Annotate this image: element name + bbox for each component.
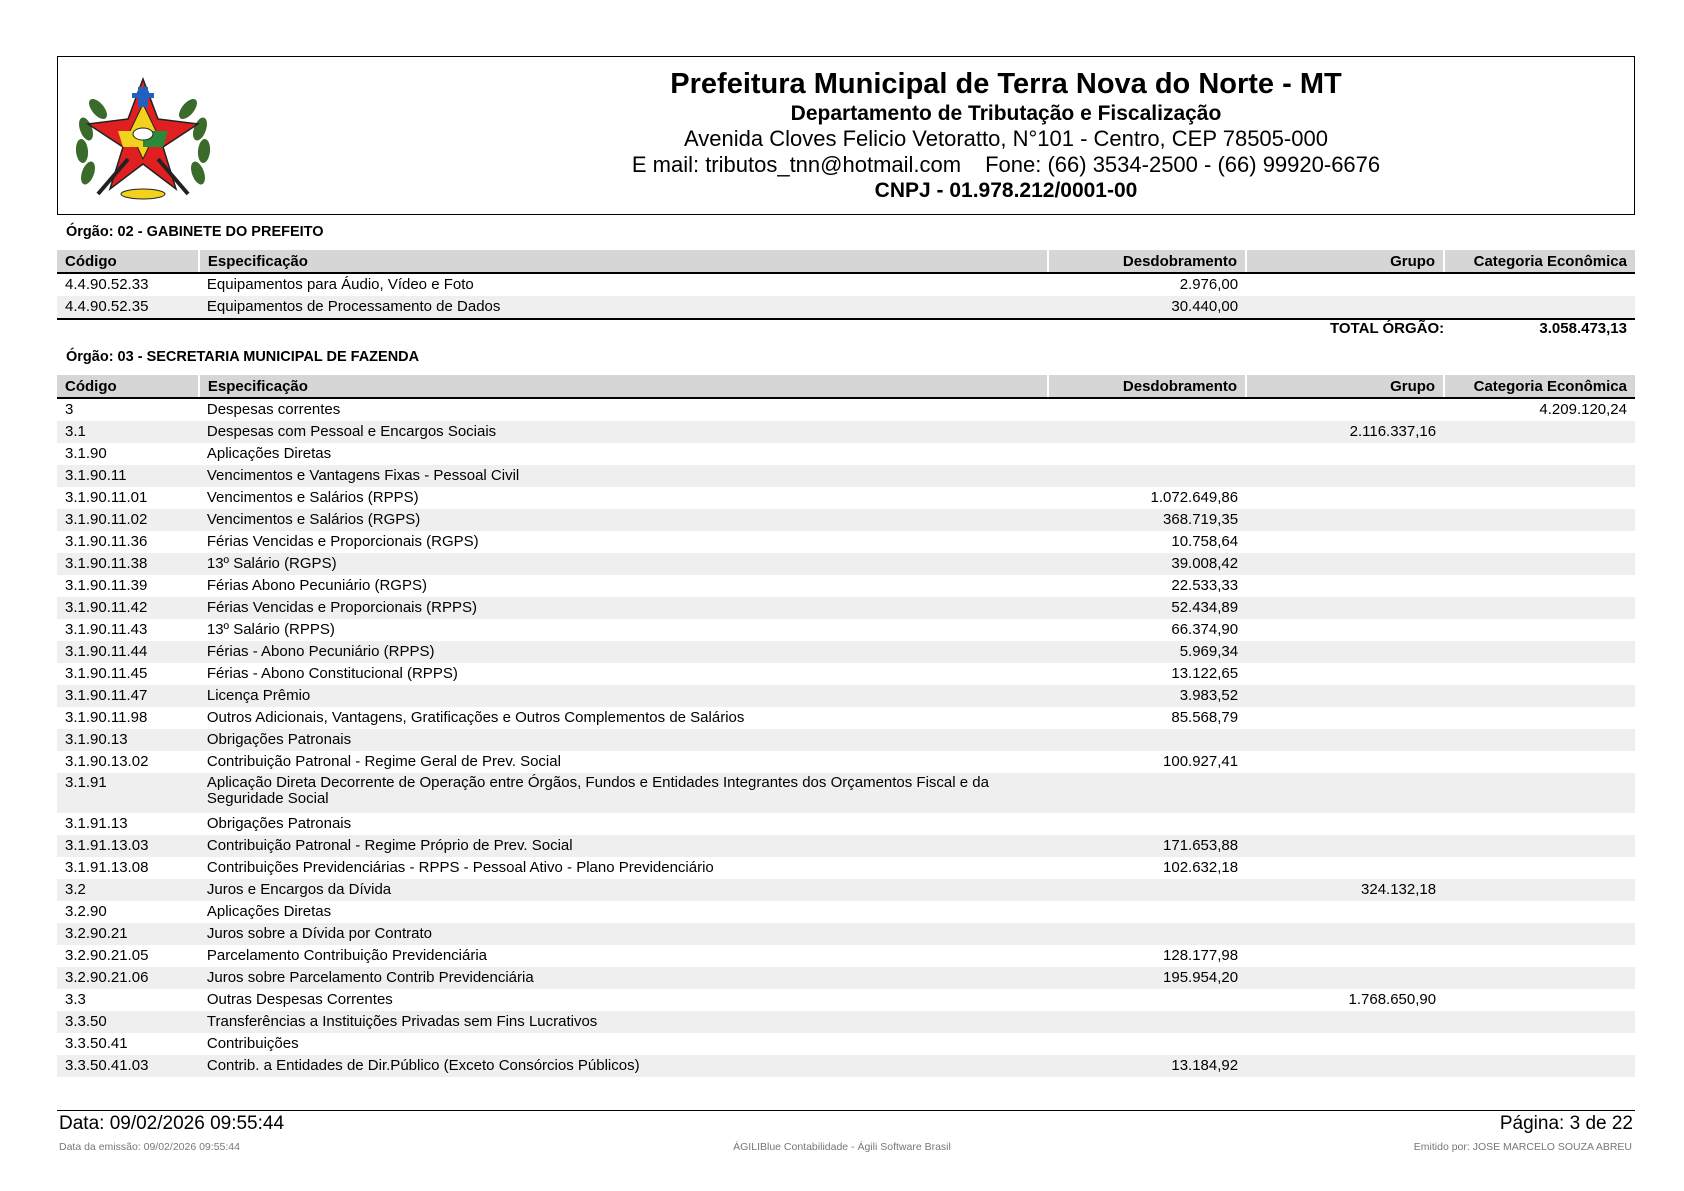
row-code: 3.1.90.13 [57,729,199,751]
row-desdobramento [1048,443,1246,465]
issued-by: Emitido por: JOSE MARCELO SOUZA ABREU [1413,1141,1632,1153]
org02-total-value: 3.058.473,13 [1539,320,1627,337]
table-row [57,945,1635,967]
row-code: 3.1.90.11.43 [65,621,148,638]
row-grupo [1246,751,1444,773]
row-categoria [1444,989,1635,1011]
row-especificacao: Despesas correntes [206,401,341,418]
row-categoria [1444,835,1635,857]
row-especificacao: Contribuições [206,1035,299,1052]
row-grupo: 1.768.650,90 [1348,991,1437,1008]
row-categoria [1444,773,1635,813]
table-row [57,751,1635,773]
row-grupo [1246,443,1444,465]
row-especificacao: 13º Salário (RPPS) [206,621,335,638]
row-code: 3.2.90.21.06 [57,967,199,989]
row-desdobramento [1048,923,1246,945]
row-desdobramento: 10.758,64 [1171,533,1239,550]
row-especificacao: Juros e Encargos da Dívida [199,879,1048,901]
col-header-grupo: Grupo [1246,250,1444,273]
row-desdobramento [1048,729,1246,751]
row-grupo [1246,398,1444,421]
row-grupo [1246,553,1444,575]
header-text-block [378,67,1634,203]
table-row [57,879,1635,901]
footer-rule [57,1110,1635,1111]
org02-total-label: TOTAL ÓRGÃO: [1330,320,1445,337]
row-especificacao: Juros sobre Parcelamento Contrib Previdenciária [199,967,1048,989]
row-desdobramento: 13.122,65 [1171,665,1239,682]
row-grupo [1246,773,1444,813]
org02-title: Órgão: 02 - GABINETE DO PREFEITO [66,224,324,240]
row-code: 3.2 [57,879,199,901]
row-categoria [1444,923,1635,945]
row-code: 3.1.90.11.02 [57,509,199,531]
row-code: 3.1.90 [65,445,107,462]
row-especificacao: Vencimentos e Salários (RPPS) [206,489,419,506]
table-row [57,553,1635,575]
row-grupo [1246,597,1444,619]
row-categoria [1444,531,1635,553]
table-row [57,1033,1635,1055]
table-row [57,663,1635,685]
row-especificacao: Férias - Abono Constitucional (RPPS) [206,665,458,682]
table-row [57,597,1635,619]
row-especificacao: Contrib. a Entidades de Dir.Público (Exceto Consórcios Públicos) [199,1055,1048,1077]
row-especificacao: Licença Prêmio [199,685,1048,707]
table-row [57,729,1635,751]
report-header [57,56,1635,215]
row-grupo [1246,575,1444,597]
phone-text: Fone: (66) 3534-2500 - (66) 99920-6676 [985,152,1381,177]
row-especificacao: Vencimentos e Salários (RGPS) [199,509,1048,531]
page-indicator: Página: 3 de 22 [1499,1113,1633,1134]
table-row [57,619,1635,641]
row-desdobramento: 195.954,20 [1048,967,1246,989]
row-grupo [1246,813,1444,835]
row-grupo [1246,857,1444,879]
row-code: 3.1.91.13 [65,815,128,832]
row-categoria [1444,575,1635,597]
row-desdobramento: 30.440,00 [1048,296,1246,318]
row-categoria [1444,685,1635,707]
org02-table [57,250,1635,318]
col-header-desdobramento: Desdobramento [1048,250,1246,273]
row-categoria [1444,641,1635,663]
row-desdobramento [1048,901,1246,923]
row-desdobramento: 368.719,35 [1048,509,1246,531]
row-grupo: 2.116.337,16 [1246,421,1444,443]
table-row [57,575,1635,597]
row-especificacao: Férias Vencidas e Proporcionais (RPPS) [199,597,1048,619]
table-row [57,707,1635,729]
row-especificacao: Contribuição Patronal - Regime Próprio de Prev. Social [199,835,1048,857]
row-desdobramento [1048,421,1246,443]
row-desdobramento: 3.983,52 [1048,685,1246,707]
table-row [57,487,1635,509]
row-grupo [1246,465,1444,487]
row-especificacao: Obrigações Patronais [206,815,352,832]
row-desdobramento [1048,813,1246,835]
row-code: 3.3.50.41 [65,1035,128,1052]
row-desdobramento: 85.568,79 [1171,709,1239,726]
row-desdobramento [1048,465,1246,487]
table-row [57,465,1635,487]
table-row [57,857,1635,879]
col-header-codigo: Código [57,250,199,273]
org03-table [57,375,1635,1077]
row-categoria [1444,465,1635,487]
row-grupo [1246,619,1444,641]
col-header-codigo: Código [57,375,199,398]
row-especificacao: Equipamentos para Áudio, Vídeo e Foto [206,276,474,293]
col-header-categoria: Categoria Econômica [1444,250,1635,273]
row-especificacao: Aplicações Diretas [206,903,332,920]
row-code: 3 [65,401,74,418]
row-grupo [1246,729,1444,751]
row-categoria [1444,1033,1635,1055]
row-desdobramento: 128.177,98 [1163,947,1239,964]
row-grupo [1246,685,1444,707]
row-especificacao: Contribuições Previdenciárias - RPPS - Pessoal Ativo - Plano Previdenciário [206,859,714,876]
table-row [57,685,1635,707]
row-categoria [1444,663,1635,685]
coat-of-arms-icon [68,69,218,204]
table-row [57,296,1635,318]
table-row [57,773,1635,813]
row-code: 3.1.90.11.98 [65,709,148,726]
row-categoria [1444,945,1635,967]
row-especificacao: Obrigações Patronais [199,729,1048,751]
table-row [57,273,1635,296]
row-code: 3.3.50 [57,1011,199,1033]
row-especificacao: Juros sobre a Dívida por Contrato [199,923,1048,945]
col-header-especificacao: Especificação [199,375,1048,398]
row-grupo [1246,1033,1444,1055]
row-code: 3.1.90.11.47 [57,685,199,707]
row-desdobramento: 1.072.649,86 [1150,489,1239,506]
row-code: 3.1.91 [57,773,199,813]
table-header-row [57,375,1635,398]
row-code: 3.1.90.13.02 [65,753,149,770]
row-code: 4.4.90.52.35 [57,296,199,318]
row-categoria [1444,296,1635,318]
row-code: 3.3 [65,991,86,1008]
row-especificacao: Transferências a Instituições Privadas sem Fins Lucrativos [199,1011,1048,1033]
row-code: 3.2.90.21.05 [65,947,149,964]
address-line: Avenida Cloves Felicio Vetoratto, N°101 - Centro, CEP 78505-000 [684,126,1328,151]
row-code: 3.1.90.11.01 [65,489,148,506]
col-header-categoria: Categoria Econômica [1444,375,1635,398]
row-grupo [1246,835,1444,857]
table-row [57,1011,1635,1033]
row-especificacao: Despesas com Pessoal e Encargos Sociais [199,421,1048,443]
row-grupo [1246,296,1444,318]
row-categoria [1444,813,1635,835]
row-desdobramento: 5.969,34 [1048,641,1246,663]
table-row [57,967,1635,989]
row-code: 3.1.90.11.39 [65,577,148,594]
row-desdobramento [1048,773,1246,813]
col-header-desdobramento: Desdobramento [1048,375,1246,398]
row-grupo [1246,1011,1444,1033]
row-desdobramento: 171.653,88 [1048,835,1246,857]
row-code: 3.1.90.11.42 [57,597,199,619]
row-grupo [1246,509,1444,531]
row-especificacao: Férias Abono Pecuniário (RGPS) [206,577,427,594]
table-row [57,1055,1635,1077]
row-especificacao: Outras Despesas Correntes [206,991,393,1008]
row-categoria: 4.209.120,24 [1539,401,1627,418]
row-categoria [1444,1055,1635,1077]
row-desdobramento [1048,1033,1246,1055]
row-grupo [1246,923,1444,945]
row-desdobramento [1048,398,1246,421]
row-categoria [1444,619,1635,641]
cnpj-text: CNPJ - 01.978.212/0001-00 [874,179,1138,202]
row-grupo [1246,487,1444,509]
row-desdobramento: 66.374,90 [1171,621,1239,638]
row-grupo [1246,945,1444,967]
table-row [57,421,1635,443]
row-code: 3.1.90.11.44 [57,641,199,663]
municipality-title: Prefeitura Municipal de Terra Nova do Norte - MT [670,68,1342,100]
row-grupo [1246,967,1444,989]
row-especificacao: Férias - Abono Pecuniário (RPPS) [199,641,1048,663]
table-row [57,443,1635,465]
table-row [57,813,1635,835]
row-especificacao: Férias Vencidas e Proporcionais (RGPS) [206,533,479,550]
row-code: 4.4.90.52.33 [65,276,149,293]
row-categoria [1444,421,1635,443]
emission-date: Data da emissão: 09/02/2026 09:55:44 [59,1141,240,1153]
row-categoria [1444,1011,1635,1033]
row-grupo [1246,901,1444,923]
col-header-especificacao: Especificação [199,250,1048,273]
row-categoria [1444,729,1635,751]
row-code: 3.1.91.13.03 [57,835,199,857]
software-credit: ÁGILIBlue Contabilidade - Ágili Software Brasil [733,1141,951,1153]
row-categoria [1444,879,1635,901]
table-row [57,398,1635,421]
row-categoria [1444,967,1635,989]
row-grupo [1246,663,1444,685]
row-code: 3.2.90.21 [57,923,199,945]
row-especificacao: Parcelamento Contribuição Previdenciária [206,947,488,964]
row-especificacao: Equipamentos de Processamento de Dados [199,296,1048,318]
row-especificacao: Contribuição Patronal - Regime Geral de Prev. Social [206,753,561,770]
email-text: E mail: tributos_tnn@hotmail.com [631,152,962,177]
row-especificacao: Vencimentos e Vantagens Fixas - Pessoal Civil [199,465,1048,487]
row-grupo [1246,531,1444,553]
table-row [57,509,1635,531]
row-desdobramento: 100.927,41 [1163,753,1239,770]
department-name: Departamento de Tributação e Fiscalização [790,102,1222,125]
row-grupo: 324.132,18 [1246,879,1444,901]
table-row [57,641,1635,663]
row-categoria [1444,553,1635,575]
contact-line [378,152,1634,178]
table-row [57,923,1635,945]
row-code: 3.1.90.11.36 [65,533,148,550]
row-grupo [1246,273,1444,296]
row-desdobramento: 2.976,00 [1179,276,1239,293]
row-categoria [1444,273,1635,296]
row-especificacao: Outros Adicionais, Vantagens, Gratificações e Outros Complementos de Salários [206,709,745,726]
row-code: 3.2.90 [65,903,107,920]
row-grupo [1246,641,1444,663]
row-desdobramento [1048,879,1246,901]
row-desdobramento: 39.008,42 [1048,553,1246,575]
table-header-row [57,250,1635,273]
row-especificacao: 13º Salário (RGPS) [199,553,1048,575]
row-code: 3.1.90.11.45 [65,665,148,682]
row-categoria [1444,487,1635,509]
row-grupo [1246,707,1444,729]
row-desdobramento [1048,989,1246,1011]
row-categoria [1444,509,1635,531]
row-desdobramento: 52.434,89 [1048,597,1246,619]
row-especificacao: Aplicações Diretas [206,445,332,462]
row-code: 3.3.50.41.03 [57,1055,199,1077]
row-desdobramento: 13.184,92 [1048,1055,1246,1077]
row-categoria [1444,857,1635,879]
org03-title: Órgão: 03 - SECRETARIA MUNICIPAL DE FAZENDA [66,349,420,365]
footer-date: Data: 09/02/2026 09:55:44 [59,1113,285,1134]
row-categoria [1444,443,1635,465]
table-row [57,989,1635,1011]
row-desdobramento: 102.632,18 [1163,859,1239,876]
row-categoria [1444,901,1635,923]
row-code: 3.1 [57,421,199,443]
row-grupo [1246,1055,1444,1077]
table-row [57,531,1635,553]
col-header-grupo: Grupo [1246,375,1444,398]
row-especificacao: Aplicação Direta Decorrente de Operação entre Órgãos, Fundos e Entidades Integrantes dos Orçamentos Fiscal e da Seguridade Social [199,773,1048,813]
row-code: 3.1.91.13.08 [65,859,149,876]
row-code: 3.1.90.11 [57,465,199,487]
row-desdobramento: 22.533,33 [1171,577,1239,594]
table-row [57,835,1635,857]
row-categoria [1444,751,1635,773]
row-code: 3.1.90.11.38 [57,553,199,575]
row-categoria [1444,707,1635,729]
row-desdobramento [1048,1011,1246,1033]
row-categoria [1444,597,1635,619]
table-row [57,901,1635,923]
